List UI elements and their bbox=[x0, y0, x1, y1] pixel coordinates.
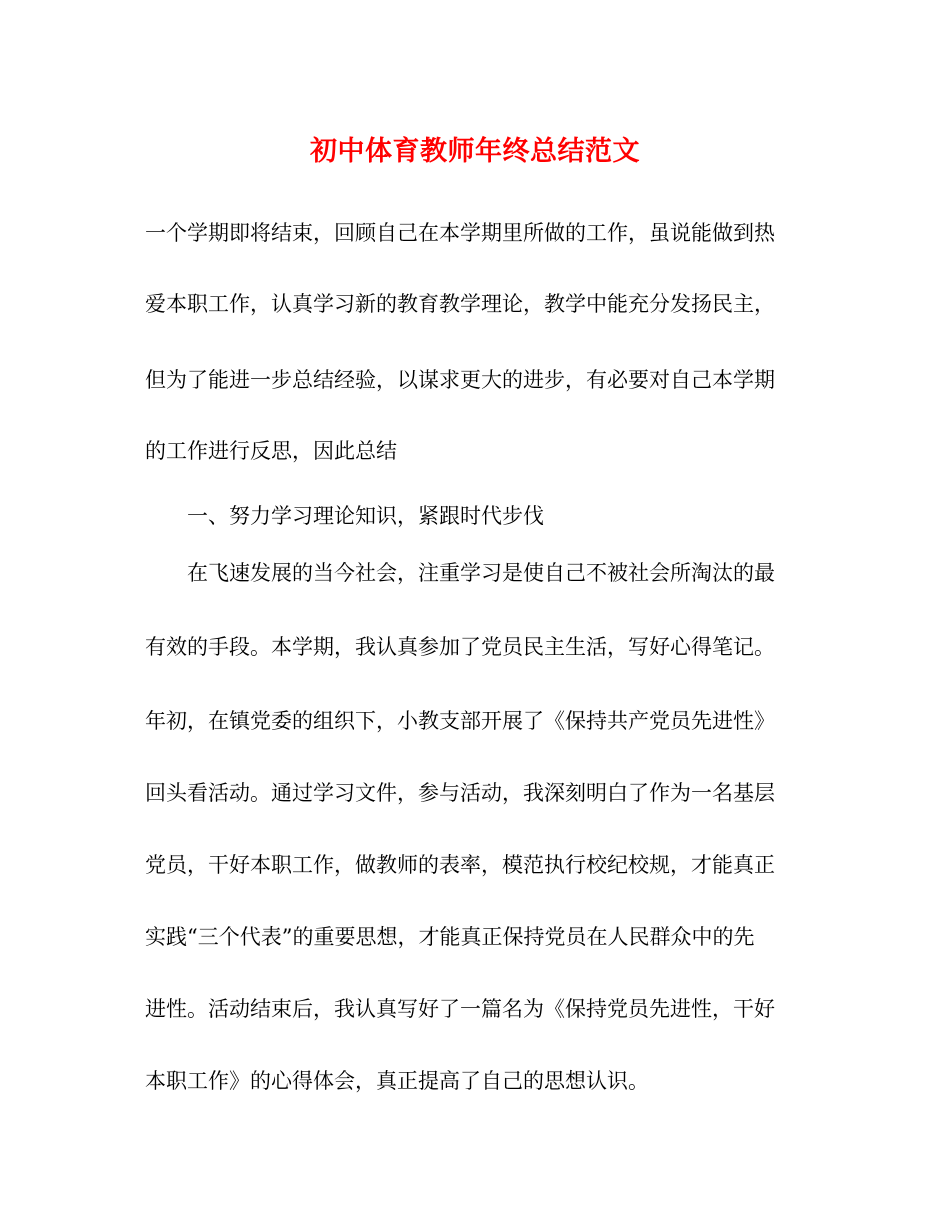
paragraph-line: 有效的手段。本学期，我认真参加了党员民主生活，写好心得笔记。 bbox=[145, 635, 775, 659]
paragraph-line: 但为了能进一步总结经验，以谋求更大的进步，有必要对自己本学期 bbox=[145, 368, 775, 392]
section-heading: 一、努力学习理论知识，紧跟时代步伐 bbox=[187, 504, 544, 528]
paragraph-line: 爱本职工作，认真学习新的教育教学理论，教学中能充分发扬民主， bbox=[145, 292, 775, 316]
paragraph-line: 党员，干好本职工作，做教师的表率，模范执行校纪校规，才能真正 bbox=[145, 853, 775, 877]
paragraph-line: 实践“三个代表”的重要思想，才能真正保持党员在人民群众中的先 bbox=[145, 925, 755, 949]
paragraph-line: 的工作进行反思，因此总结 bbox=[145, 439, 397, 463]
paragraph-line: 在飞速发展的当今社会，注重学习是使自己不被社会所淘汰的最 bbox=[187, 561, 775, 585]
paragraph-line: 一个学期即将结束，回顾自己在本学期里所做的工作，虽说能做到热 bbox=[145, 221, 775, 245]
paragraph-line: 进性。活动结束后，我认真写好了一篇名为《保持党员先进性，干好 bbox=[145, 997, 775, 1021]
paragraph-line: 本职工作》的心得体会，真正提高了自己的思想认识。 bbox=[145, 1069, 649, 1093]
document-title: 初中体育教师年终总结范文 bbox=[310, 136, 640, 167]
paragraph-line: 回头看活动。通过学习文件，参与活动，我深刻明白了作为一名基层 bbox=[145, 781, 775, 805]
paragraph-line: 年初，在镇党委的组织下，小教支部开展了《保持共产党员先进性》 bbox=[145, 709, 775, 733]
